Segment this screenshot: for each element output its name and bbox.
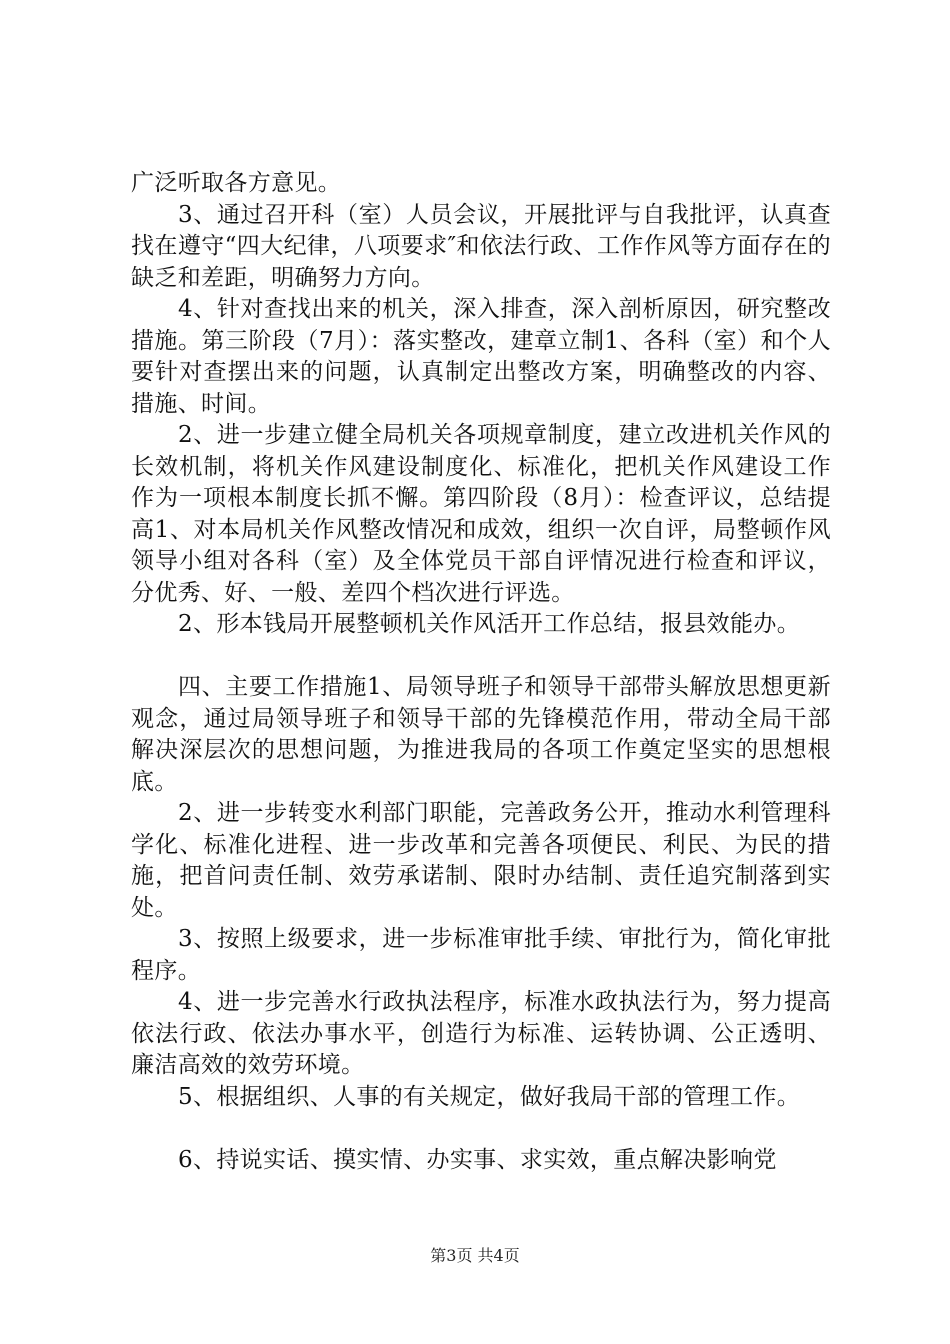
paragraph-measure-3: 3、按照上级要求，进一步标准审批手续、审批行为，简化审批程序。 [131,926,831,984]
paragraph-item-2-summary: 2、形本钱局开展整顿机关作风活开工作总结，报县效能办。 [178,611,801,637]
paragraph-measure-5: 5、根据组织、人事的有关规定，做好我局干部的管理工作。 [178,1083,801,1110]
page-number-footer: 第3页 共4页 [430,1246,520,1265]
paragraph-measure-2: 2、进一步转变水利部门职能，完善政务公开，推动水利管理科学化、标准化进程、进一步改革和完善各项便民、利民、为民的措施，把首问责任制、效劳承诺制、限时办结制、责任追究制落到实处。 [131,800,831,921]
paragraph-measure-6: 6、持说实话、摸实情、办实事、求实效，重点解决影响党 [178,1146,777,1173]
paragraph-item-2-stage4: 2、进一步建立健全局机关各项规章制度，建立改进机关作风的长效机制，将机关作风建设制度化、标准化，把机关作风建设工作作为一项根本制度长抓不懈。第四阶段（8月）：检查评议，总结提高1、对本局机关作风整改情况和成效，组织一次自评，局整顿作风领导小组对各科（室）及全体党员干部自评情况进行检查和评议，分优秀、好、一般、差四个档次进行评选。 [131,422,831,606]
paragraph-item-4: 4、针对查找出来的机关，深入排查，深入剖析原因，研究整改措施。第三阶段（7月）：落实整改，建章立制1、各科（室）和个人要针对查摆出来的问题，认真制定出整改方案，明确整改的内容、措施、时间。 [131,296,831,417]
paragraph-continuation: 广泛听取各方意见。 [131,170,342,196]
paragraph-section-4: 四、主要工作措施1、局领导班子和领导干部带头解放思想更新观念，通过局领导班子和领导干部的先锋模范作用，带动全局干部解决深层次的思想问题，为推进我局的各项工作奠定坚实的思想根底。 [131,674,831,795]
paragraph-item-3: 3、通过召开科（室）人员会议，开展批评与自我批评，认真查找在遵守“四大纪律，八项要求″和依法行政、工作作风等方面存在的缺乏和差距，明确努力方向。 [131,201,831,291]
document-body [131,168,831,1176]
paragraph-measure-4: 4、进一步完善水行政执法程序，标准水政执法行为，努力提高依法行政、依法办事水平，创造行为标准、运转协调、公正透明、廉洁高效的效劳环境。 [131,989,831,1078]
